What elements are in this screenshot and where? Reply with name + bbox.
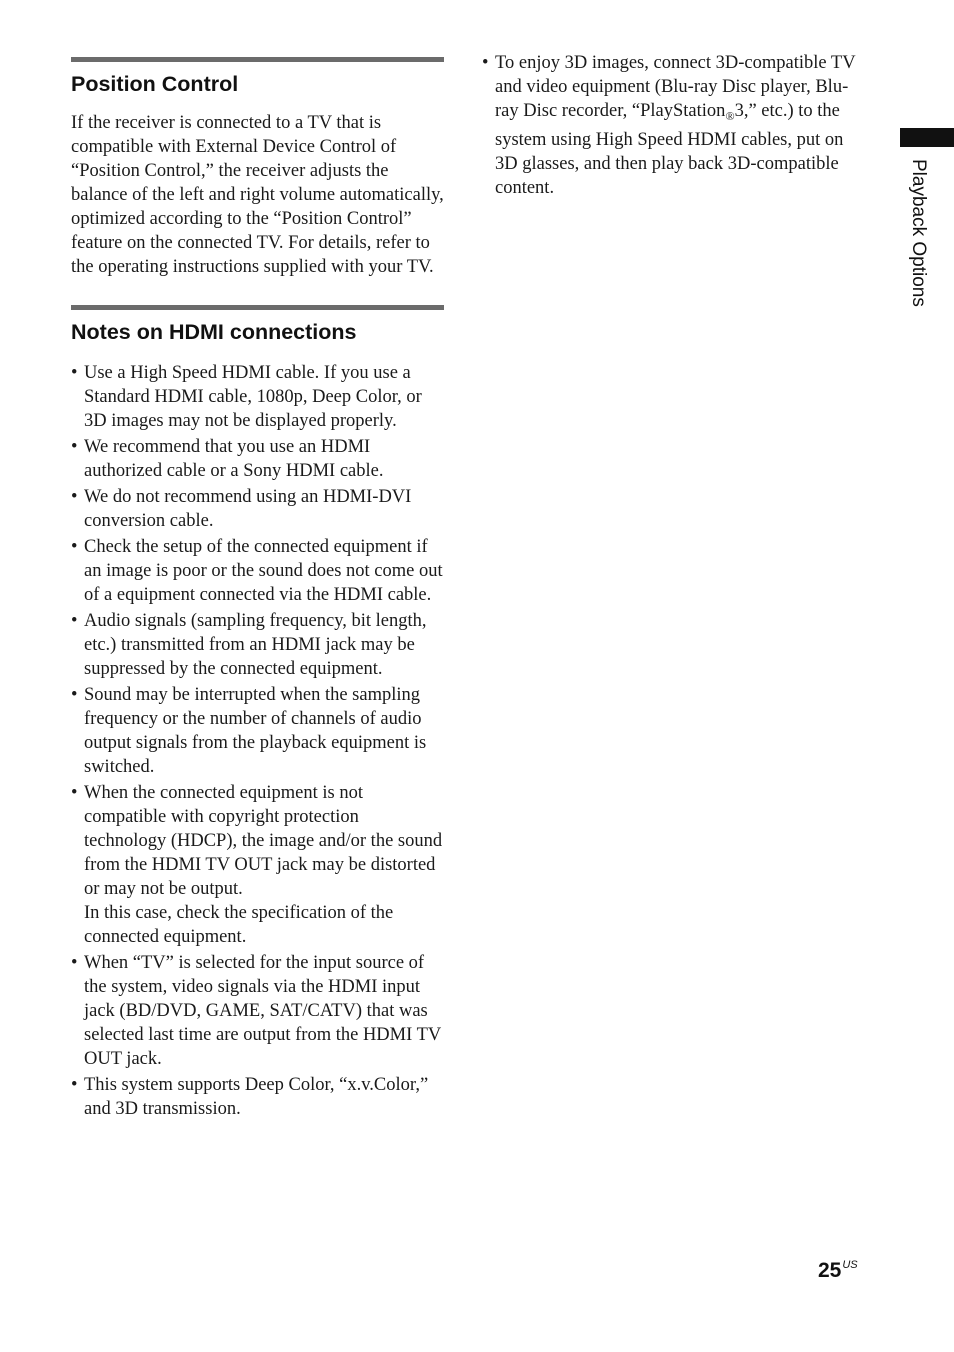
- list-item-continuation: In this case, check the specification of the connected equipment.: [84, 903, 394, 947]
- right-column: [482, 51, 862, 202]
- page-region-suffix: US: [842, 1259, 858, 1271]
- hdmi-notes-section: [71, 305, 444, 1121]
- list-item: [71, 361, 444, 433]
- bullet-mark: •: [71, 953, 78, 973]
- list-item-text: To enjoy 3D images, connect 3D-compatible TV and video equipment (Blu-ray Disc player, Blu-ray Disc recorder, “PlayStation: [495, 53, 856, 121]
- list-item-text: When “TV” is selected for the input source of the system, video signals via the HDMI input jack (BD/DVD, GAME, SAT/CATV) that was selected last time are output from the HDMI TV OUT jack.: [84, 953, 441, 1069]
- bullet-mark: •: [71, 611, 78, 631]
- list-item: [71, 951, 444, 1071]
- registered-mark: ®: [725, 109, 735, 123]
- page-number: [818, 1259, 858, 1283]
- bullet-mark: •: [71, 487, 78, 507]
- list-item: [71, 485, 444, 533]
- list-item-text: Sound may be interrupted when the sampling frequency or the number of channels of audio output signals from the playback equipment is switched.: [84, 685, 427, 777]
- page-number-value: 25: [818, 1259, 842, 1282]
- bullet-mark: •: [71, 1075, 78, 1095]
- section-side-label: Playback Options: [908, 159, 929, 307]
- list-item: [71, 683, 444, 779]
- list-item-text: We do not recommend using an HDMI-DVI conversion cable.: [84, 487, 412, 531]
- section-rule: [71, 305, 444, 310]
- list-item-text: Use a High Speed HDMI cable. If you use a Standard HDMI cable, 1080p, Deep Color, or 3D images may not be displayed properly.: [84, 363, 422, 431]
- section-tab-marker: [900, 128, 954, 147]
- bullet-mark: •: [71, 685, 78, 705]
- hdmi-notes-list-continued: [482, 51, 862, 200]
- list-item: [482, 51, 862, 200]
- hdmi-notes-heading: Notes on HDMI connections: [71, 320, 357, 344]
- bullet-mark: •: [71, 437, 78, 457]
- position-control-heading: Position Control: [71, 72, 239, 96]
- position-control-body: If the receiver is connected to a TV that is compatible with External Device Control of “Position Control,” the receiver adjusts the balance of the left and right volume automatically, optimized according to the “Position Control” feature on the connected TV. For details, refer to the operating instructions supplied with your TV.: [71, 113, 444, 277]
- list-item-text: Check the setup of the connected equipment if an image is poor or the sound does not come out of a equipment connected via the HDMI cable.: [84, 537, 443, 605]
- bullet-mark: •: [482, 53, 489, 73]
- left-column: [71, 57, 444, 1123]
- bullet-mark: •: [71, 537, 78, 557]
- list-item: [71, 781, 444, 949]
- list-item: [71, 609, 444, 681]
- list-item: [71, 535, 444, 607]
- list-item: [71, 435, 444, 483]
- list-item-text: Audio signals (sampling frequency, bit length, etc.) transmitted from an HDMI jack may be suppressed by the connected equipment.: [84, 611, 427, 679]
- bullet-mark: •: [71, 363, 78, 383]
- section-rule: [71, 57, 444, 62]
- list-item: [71, 1073, 444, 1121]
- bullet-mark: •: [71, 783, 78, 803]
- list-item-text-cont: 3,” etc.) to the system using High Speed HDMI cables, put on 3D glasses, and then play back 3D-compatible content.: [495, 101, 844, 198]
- list-item-text: When the connected equipment is not compatible with copyright protection technology (HDCP), the image and/or the sound from the HDMI TV OUT jack may be distorted or may not be output.: [84, 783, 443, 899]
- list-item-text: This system supports Deep Color, “x.v.Color,” and 3D transmission.: [84, 1075, 429, 1119]
- list-item-text: We recommend that you use an HDMI authorized cable or a Sony HDMI cable.: [84, 437, 384, 481]
- hdmi-notes-list: [71, 361, 444, 1121]
